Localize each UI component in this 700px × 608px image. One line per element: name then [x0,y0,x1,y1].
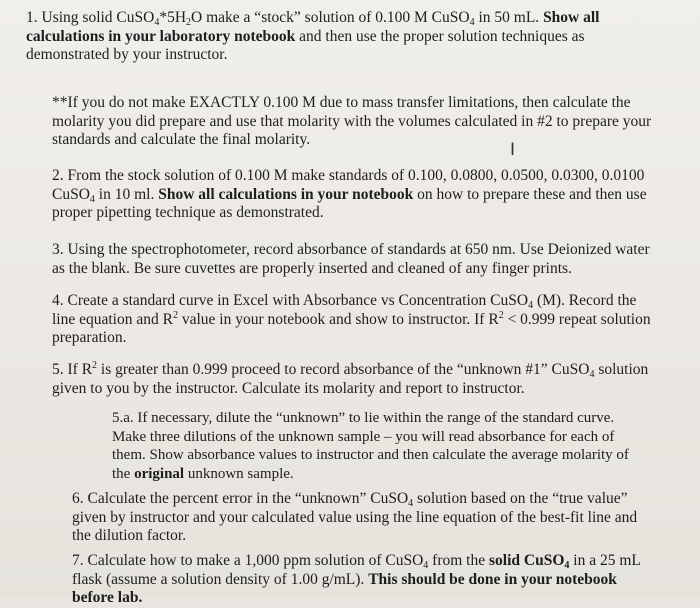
molarity-note: **If you do not make EXACTLY 0.100 M due to mass transfer limitations, then calculate the molarity you did prepare and use that molarity with the volumes calculated in #2 to prepare your standards and calculate the final molarity. [52,94,652,148]
instruction-6: 6. Calculate the percent error in the “unknown” CuSO$_4$ solution based on the “true value” given by instructor and your calculated value using the line equation of the best-fit line and the dilution factor. [72,490,638,544]
instruction-5: 5. If $R^2$ is greater than 0.999 proceed to record absorbance of the “unknown #1” CuSO$_4$ solution given to you by the instructor. Calculate its molarity and report to instructor. [52,360,649,397]
instruction-5a: 5.a. If necessary, dilute the “unknown” to lie within the range of the standard curve. Make three dilutions of the unknown sample – you will read absorbance for each of them. Show absorbance values to instructor and then calculate the average molarity of the original unknown sample. [112,410,629,482]
text-cursor-icon: I [510,140,516,160]
instruction-2: 2. From the stock solution of 0.100 M make standards of 0.100, 0.0800, 0.0500, 0.0300, 0.0100 CuSO$_4$ in 10 ml. Show all calculations in your notebook on how to prepare these and then use proper pipetting technique as demonstrated. [52,167,647,221]
instruction-3: 3. Using the spectrophotometer, record absorbance of standards at 650 nm. Use Deionized water as the blank. Be sure cuvettes are properly inserted and cleaned of any finger prints. [52,241,650,277]
instruction-1: 1. Using solid $CuSO_4*5H_2O$ make a “stock” solution of 0.100 M CuSO$_4$ in 50 mL. Show all calculations in your laboratory notebook and then use the proper solution techniques as demonstrated by your instructor. [26,9,600,63]
instruction-7: 7. Calculate how to make a 1,000 ppm solution of CuSO$_4$ from the solid CuSO$_4$ in a 25 mL flask (assume a solution density of 1.00 g/mL). This should be done in your notebook before lab. [72,552,641,606]
instruction-4: 4. Create a standard curve in Excel with Absorbance vs Concentration CuSO$_4$ (M). Record the line equation and $R^2$ value in your notebook and show to instructor. If $R^2 < 0.999$ repeat solution preparation. [52,292,651,346]
